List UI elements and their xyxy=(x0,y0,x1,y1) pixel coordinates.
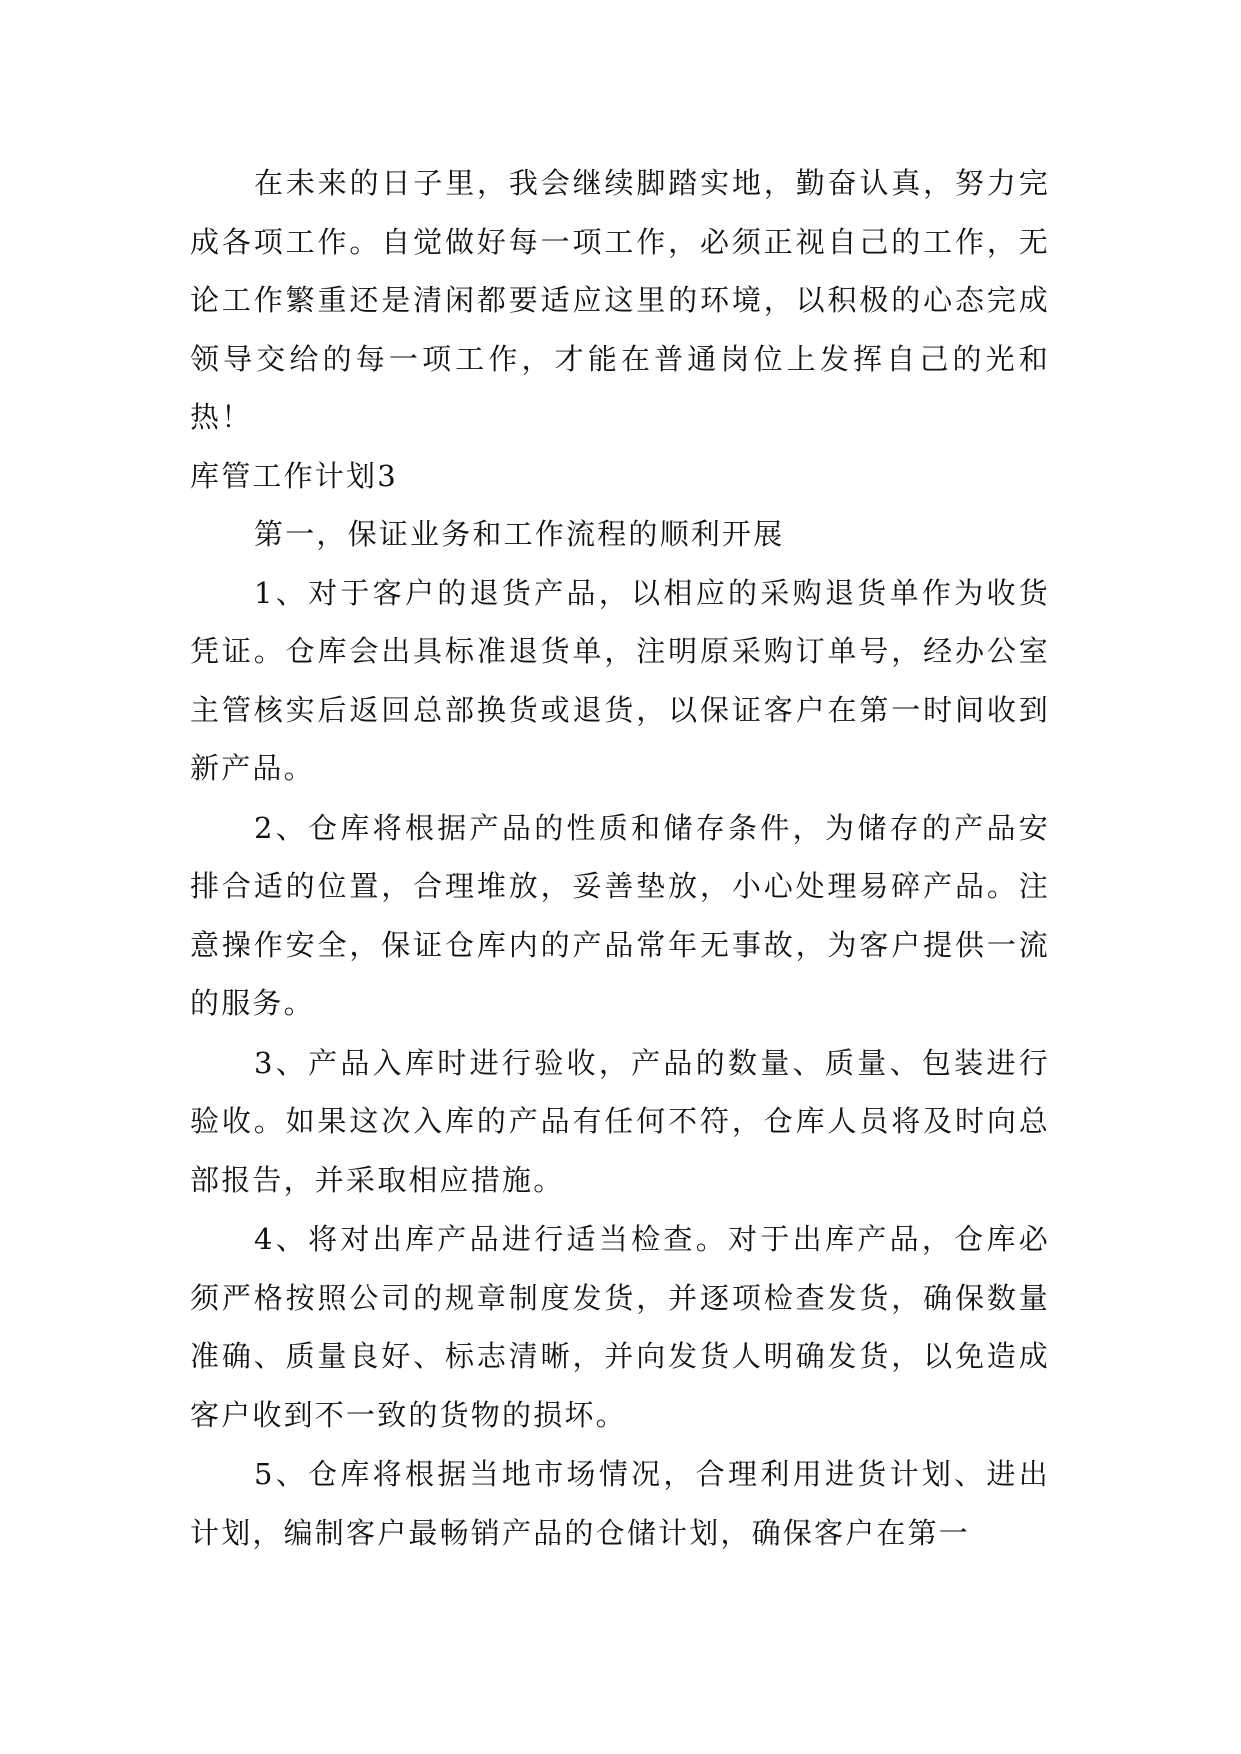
list-item: 3、产品入库时进行验收，产品的数量、质量、包装进行验收。如果这次入库的产品有任何不符，仓库人员将及时向总部报告，并采取相应措施。 xyxy=(190,1045,1050,1197)
subheading: 第一，保证业务和工作流程的顺利开展 xyxy=(254,517,785,551)
list-item: 1、对于客户的退货产品，以相应的采购退货单作为收货凭证。仓库会出具标准退货单，注明原采购订单号，经办公室主管核实后返回总部换货或退货，以保证客户在第一时间收到新产品。 xyxy=(190,575,1050,785)
list-item: 2、仓库将根据产品的性质和储存条件，为储存的产品安排合适的位置，合理堆放，妥善垫放，小心处理易碎产品。注意操作安全，保证仓库内的产品常年无事故，为客户提供一流的服务。 xyxy=(190,810,1050,1020)
section-title: 库管工作计划3 xyxy=(190,458,398,493)
list-item: 5、仓库将根据当地市场情况，合理利用进货计划、进出计划，编制客户最畅销产品的仓储计划，确保客户在第一 xyxy=(190,1457,1050,1550)
intro-paragraph: 在未来的日子里，我会继续脚踏实地，勤奋认真，努力完成各项工作。自觉做好每一项工作，必须正视自己的工作，无论工作繁重还是清闲都要适应这里的环境，以积极的心态完成领导交给的每一项工作，才能在普通岗位上发挥自己的光和热！ xyxy=(190,166,1050,434)
list-item: 4、将对出库产品进行适当检查。对于出库产品，仓库必须严格按照公司的规章制度发货，并逐项检查发货，确保数量准确、质量良好、标志清晰，并向发货人明确发货，以免造成客户收到不一致的货物的损坏。 xyxy=(190,1222,1050,1432)
document-body xyxy=(190,154,1050,1562)
